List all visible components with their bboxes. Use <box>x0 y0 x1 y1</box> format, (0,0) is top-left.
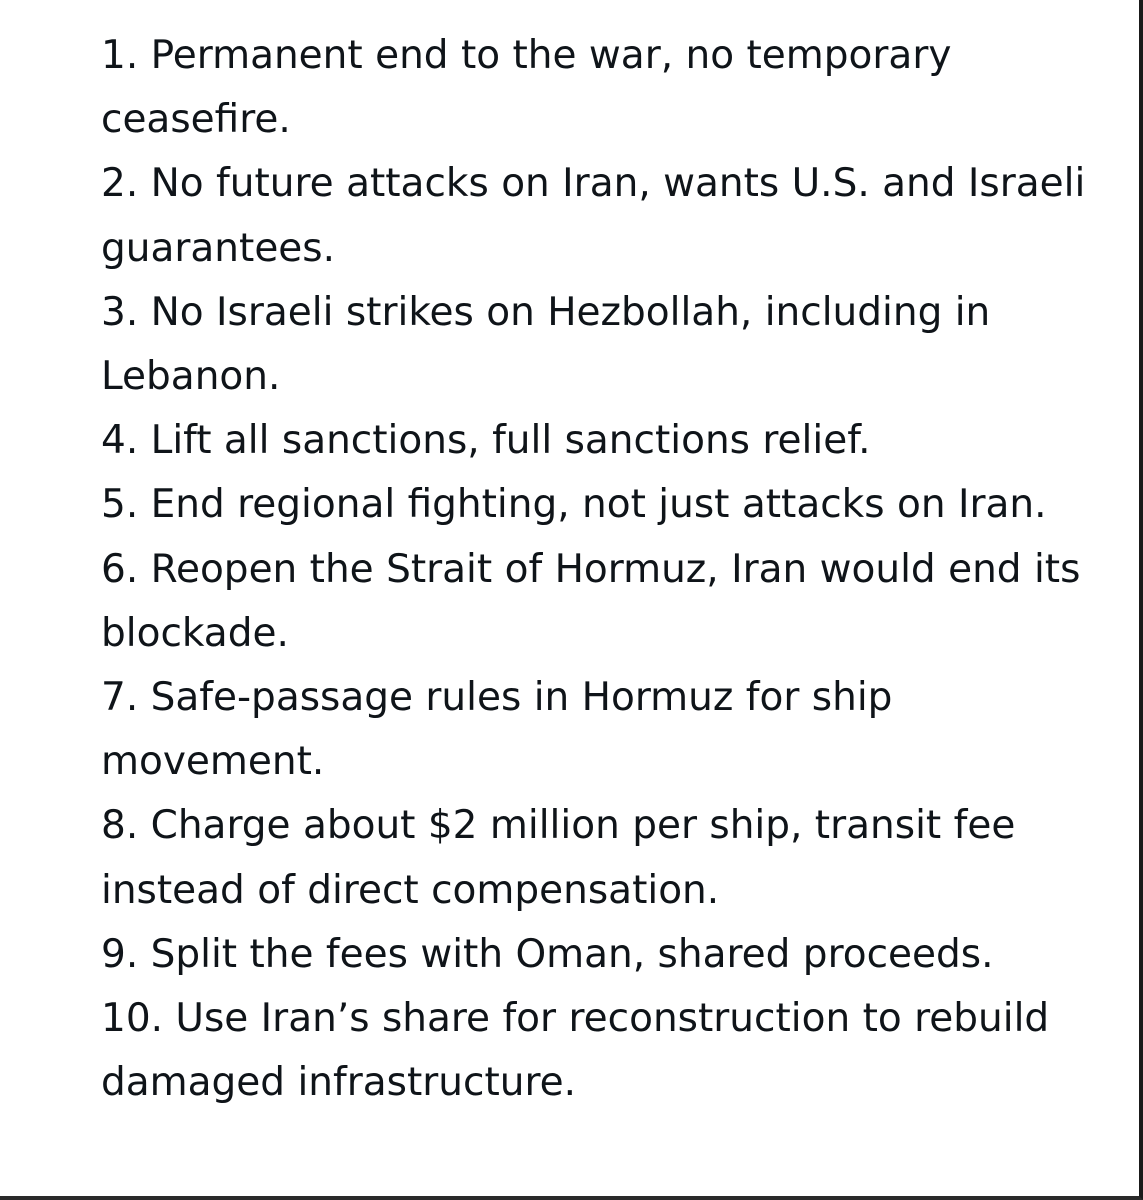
list-item-8: 8. Charge about $2 million per ship, transit fee instead of direct compensation. <box>101 803 1016 913</box>
list-item-9: 9. Split the fees with Oman, shared proceeds. <box>101 931 994 977</box>
list-item-2: 2. No future attacks on Iran, wants U.S. and Israeli guarantees. <box>101 161 1086 271</box>
demands-list <box>101 24 1121 1115</box>
list-item-3: 3. No Israeli strikes on Hezbollah, including in Lebanon. <box>101 289 991 400</box>
list-item-10: 10. Use Iran’s share for reconstruction to rebuild damaged infrastructure. <box>101 996 1050 1106</box>
list-item-4: 4. Lift all sanctions, full sanctions relief. <box>101 418 871 464</box>
list-item-5: 5. End regional fighting, not just attacks on Iran. <box>101 482 1047 528</box>
list-item-7: 7. Safe-passage rules in Hormuz for ship movement. <box>101 675 893 785</box>
list-item-1: 1. Permanent end to the war, no temporary ceasefire. <box>101 33 952 143</box>
list-item-6: 6. Reopen the Strait of Hormuz, Iran would end its blockade. <box>101 546 1081 656</box>
